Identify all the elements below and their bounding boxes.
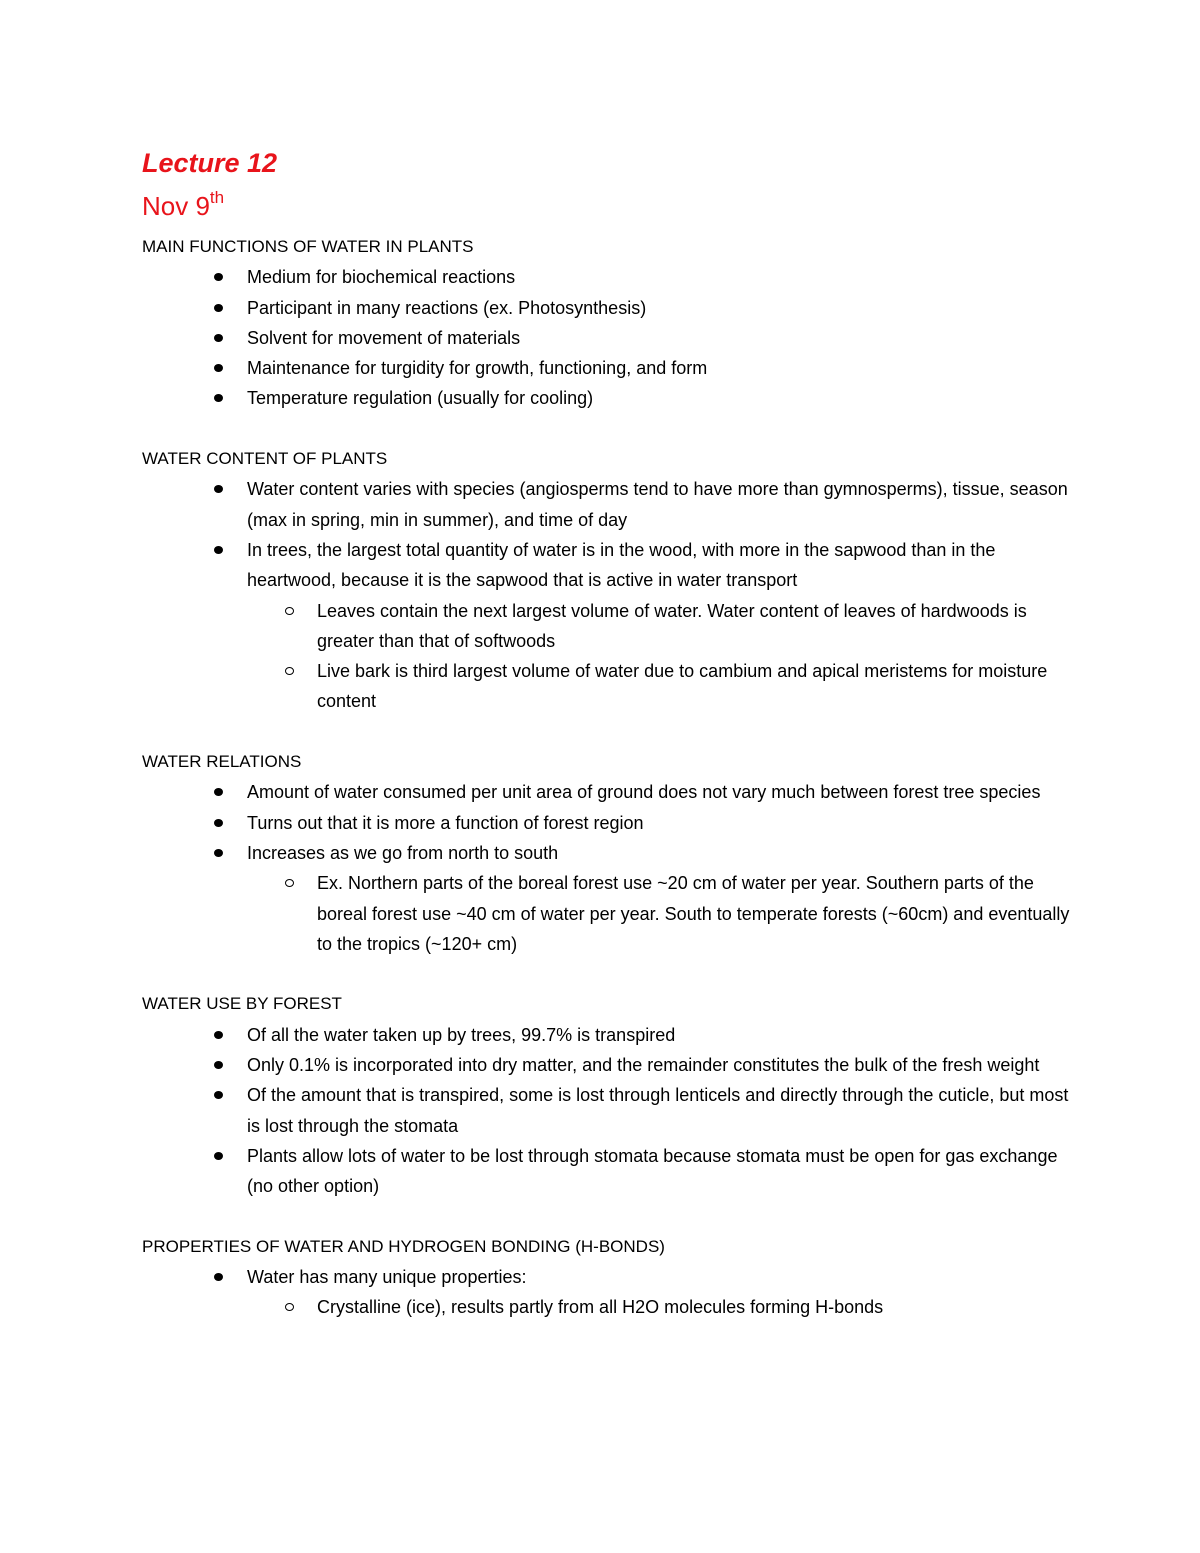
list-item bbox=[142, 293, 1072, 323]
list-item bbox=[142, 474, 1072, 535]
list-item-text: Temperature regulation (usually for cooling) bbox=[247, 388, 594, 409]
list-item bbox=[142, 838, 1072, 959]
bullet-list bbox=[142, 1020, 1072, 1202]
notes-section bbox=[142, 232, 1072, 414]
list-item-text: Medium for biochemical reactions bbox=[247, 267, 516, 288]
bullet-dot-icon bbox=[214, 546, 223, 554]
bullet-list bbox=[142, 474, 1072, 716]
list-item-text: Water has many unique properties: bbox=[247, 1267, 527, 1288]
document-page bbox=[142, 140, 1072, 1323]
list-item bbox=[142, 353, 1072, 383]
list-item-text: In trees, the largest total quantity of water is in the wood, with more in the sapwood than in the heartwood, because it is the sapwood that is active in water transport bbox=[247, 539, 996, 591]
sub-list-item-text: Live bark is third largest volume of water due to cambium and apical meristems for moisture content bbox=[317, 661, 1048, 712]
bullet-dot-icon bbox=[214, 364, 223, 372]
sub-list-item bbox=[247, 868, 1072, 959]
bullet-list bbox=[142, 777, 1072, 959]
list-item-text: Only 0.1% is incorporated into dry matter, and the remainder constitutes the bulk of the fresh weight bbox=[247, 1055, 1040, 1076]
section-spacer bbox=[142, 414, 1072, 444]
bullet-dot-icon bbox=[214, 394, 223, 402]
list-item-text: Participant in many reactions (ex. Photosynthesis) bbox=[247, 297, 647, 318]
bullet-dot-icon bbox=[214, 485, 223, 493]
bullet-circle-icon bbox=[285, 607, 294, 615]
bullet-dot-icon bbox=[214, 1273, 223, 1281]
list-item bbox=[142, 262, 1072, 292]
bullet-circle-icon bbox=[285, 667, 294, 675]
list-item bbox=[142, 383, 1072, 413]
sub-list-item-text: Ex. Northern parts of the boreal forest use ~20 cm of water per year. Southern parts of the boreal forest use ~40 cm of water per year. South to temperate forests (~60cm) and eventually to the tropics (~120+ cm) bbox=[317, 873, 1070, 954]
bullet-dot-icon bbox=[214, 304, 223, 312]
section-heading: PROPERTIES OF WATER AND HYDROGEN BONDING (H-BONDS) bbox=[142, 1236, 665, 1256]
list-item-text: Amount of water consumed per unit area of ground does not vary much between forest tree species bbox=[247, 782, 1041, 803]
bullet-dot-icon bbox=[214, 819, 223, 827]
section-heading: WATER CONTENT OF PLANTS bbox=[142, 449, 388, 469]
list-item bbox=[142, 777, 1072, 807]
bullet-dot-icon bbox=[214, 1152, 223, 1160]
list-item bbox=[142, 1080, 1072, 1141]
section-spacer bbox=[142, 1202, 1072, 1232]
sub-bullet-list bbox=[247, 868, 1072, 959]
sub-bullet-list bbox=[247, 596, 1072, 717]
section-heading: WATER RELATIONS bbox=[142, 752, 302, 772]
list-item-text: Increases as we go from north to south bbox=[247, 842, 559, 863]
bullet-list bbox=[142, 1262, 1072, 1323]
bullet-dot-icon bbox=[214, 273, 223, 281]
lecture-title: Lecture 12 bbox=[142, 148, 278, 178]
lecture-date bbox=[142, 186, 1072, 232]
section-heading: WATER USE BY FOREST bbox=[142, 994, 342, 1014]
list-item-text: Water content varies with species (angiosperms tend to have more than gymnosperms), tissue, season (max in spring, min in summer), and time of day bbox=[247, 479, 1068, 530]
bullet-dot-icon bbox=[214, 334, 223, 342]
bullet-dot-icon bbox=[214, 1061, 223, 1069]
notes-section bbox=[142, 1232, 1072, 1323]
list-item bbox=[142, 1262, 1072, 1323]
list-item bbox=[142, 1141, 1072, 1202]
section-spacer bbox=[142, 717, 1072, 747]
list-item bbox=[142, 1050, 1072, 1080]
bullet-dot-icon bbox=[214, 849, 223, 857]
sub-list-item-text: Crystalline (ice), results partly from all H2O molecules forming H-bonds bbox=[317, 1297, 884, 1318]
sub-list-item bbox=[247, 596, 1072, 657]
list-item bbox=[142, 535, 1072, 717]
list-item-text: Of all the water taken up by trees, 99.7% is transpired bbox=[247, 1024, 676, 1045]
list-item bbox=[142, 808, 1072, 838]
section-heading: MAIN FUNCTIONS OF WATER IN PLANTS bbox=[142, 237, 474, 256]
notes-section bbox=[142, 989, 1072, 1201]
list-item-text: Of the amount that is transpired, some is lost through lenticels and directly through the cuticle, but most is lost through the stomata bbox=[247, 1085, 1069, 1136]
bullet-list bbox=[142, 262, 1072, 413]
list-item-text: Turns out that it is more a function of forest region bbox=[247, 812, 644, 833]
section-spacer bbox=[142, 959, 1072, 989]
bullet-dot-icon bbox=[214, 1031, 223, 1039]
notes-section bbox=[142, 444, 1072, 717]
bullet-dot-icon bbox=[214, 1091, 223, 1099]
list-item bbox=[142, 323, 1072, 353]
date-text: Nov 9 bbox=[142, 191, 210, 221]
list-item-text: Plants allow lots of water to be lost through stomata because stomata must be open for gas exchange (no other option) bbox=[247, 1145, 1058, 1197]
list-item bbox=[142, 1020, 1072, 1050]
bullet-dot-icon bbox=[214, 788, 223, 796]
sub-list-item-text: Leaves contain the next largest volume of water. Water content of leaves of hardwoods is greater than that of softwoods bbox=[317, 600, 1027, 651]
list-item-text: Maintenance for turgidity for growth, functioning, and form bbox=[247, 358, 708, 379]
sub-bullet-list bbox=[247, 1292, 1072, 1322]
sub-list-item bbox=[247, 1292, 1072, 1322]
notes-section bbox=[142, 747, 1072, 959]
notes-body bbox=[142, 232, 1072, 1323]
sub-list-item bbox=[247, 656, 1072, 717]
date-suffix: th bbox=[209, 188, 225, 207]
bullet-circle-icon bbox=[285, 1303, 294, 1311]
bullet-circle-icon bbox=[285, 879, 294, 887]
list-item-text: Solvent for movement of materials bbox=[247, 327, 521, 348]
